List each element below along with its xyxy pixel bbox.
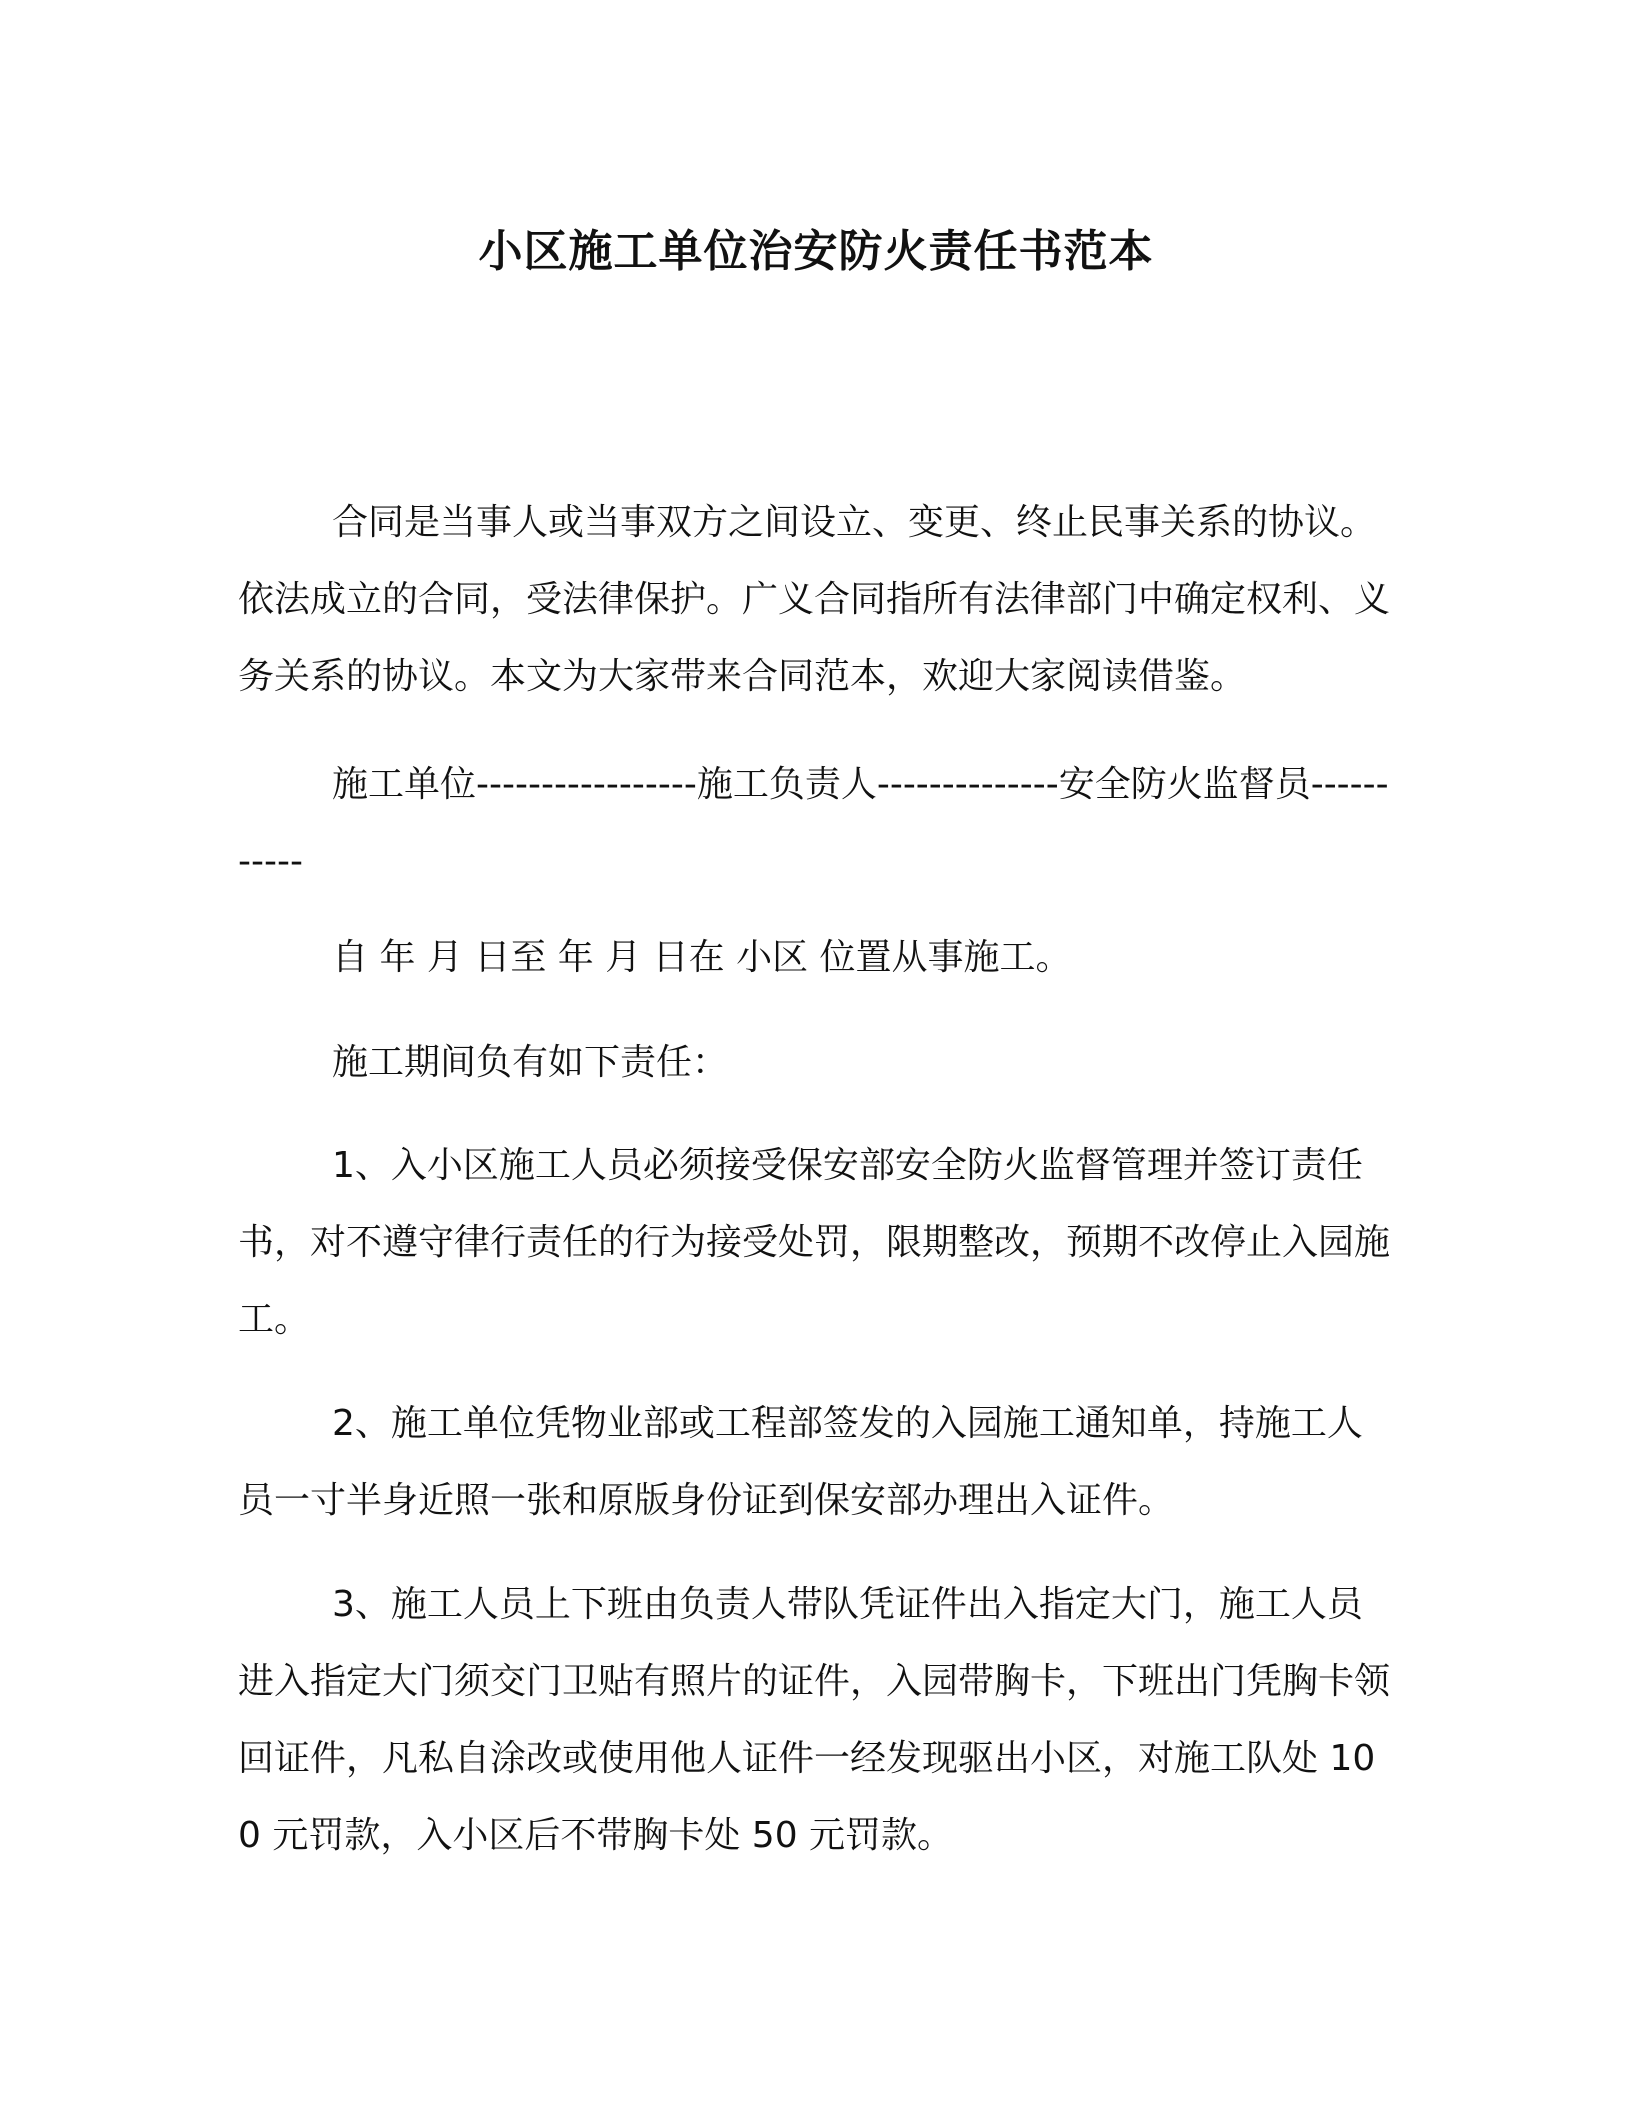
duty-item-3: 3、施工人员上下班由负责人带队凭证件出入指定大门，施工人员进入指定大门须交门卫贴有照片的证件，入园带胸卡，下班出门凭胸卡领回证件，凡私自涂改或使用他人证件一经发现驱出小区，对施工队处 100 元罚款，入小区后不带胸卡处 50 元罚款。 — [238, 1584, 1391, 1856]
construction-period-paragraph: 自 年 月 日至 年 月 日在 小区 位置从事施工。 — [332, 937, 1072, 978]
duties-heading: 施工期间负有如下责任： — [332, 1042, 729, 1083]
document-title: 小区施工单位治安防火责任书范本 — [478, 226, 1154, 277]
parties-line: 施工单位-----------------施工负责人--------------安全防火监督员----------- — [238, 764, 1389, 882]
duty-item-2: 2、施工单位凭物业部或工程部签发的入园施工通知单，持施工人员一寸半身近照一张和原版身份证到保安部办理出入证件。 — [238, 1403, 1363, 1521]
intro-paragraph: 合同是当事人或当事双方之间设立、变更、终止民事关系的协议。依法成立的合同，受法律保护。广义合同指所有法律部门中确定权利、义务关系的协议。本文为大家带来合同范本，欢迎大家阅读借鉴。 — [238, 502, 1391, 697]
duty-item-1: 1、入小区施工人员必须接受保安部安全防火监督管理并签订责任书，对不遵守律行责任的行为接受处罚，限期整改，预期不改停止入园施工。 — [238, 1145, 1391, 1340]
